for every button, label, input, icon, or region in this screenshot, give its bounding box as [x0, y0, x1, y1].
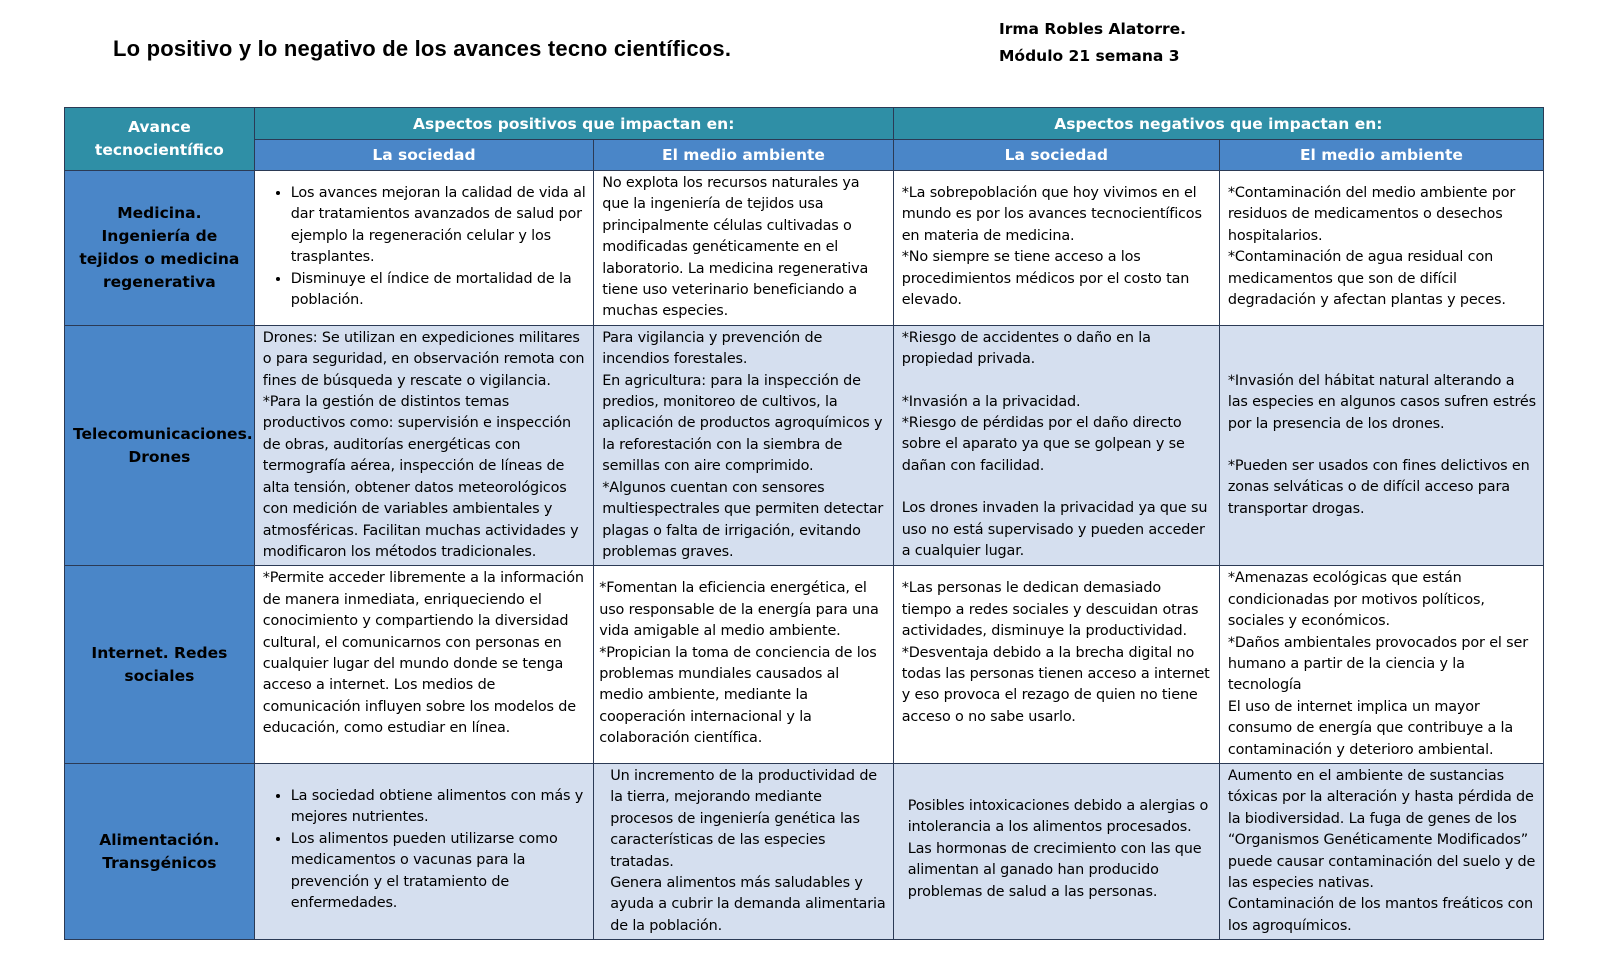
cell-text: El uso de internet implica un mayor consumo de energía que contribuye a la contaminación y deterioro ambiental. — [1227, 698, 1514, 758]
cell-text: Drones: Se utilizan en expediciones militares o para seguridad, en observación remota con fines de búsqueda y rescate o vigilancia. — [262, 329, 585, 389]
cell-neg-society — [893, 171, 1219, 326]
sub-header-pos-environment: El medio ambiente — [594, 140, 893, 171]
cell-neg-environment — [1219, 171, 1543, 326]
cell-text: *Permite acceder libremente a la información de manera inmediata, enriqueciendo el conocimiento y compartiendo la diversidad cultural, el comunicarnos con personas en cualquier lugar del mundo donde se tenga acceso a internet. Los medios de comunicación influyen sobre los modelos de educación, como estudiar en línea. — [262, 570, 584, 737]
cell-text: *Fomentan la eficiencia energética, el uso responsable de la energía para una vida amigable al medio ambiente. — [599, 580, 879, 640]
cell-text: *La sobrepoblación que hoy vivimos en el mundo es por los avances tecnocientíficos en materia de medicina. — [901, 185, 1202, 244]
list-item: • La sociedad obtiene alimentos con más y mejores nutrientes. — [291, 786, 587, 829]
cell-text: Los drones invaden la privacidad ya que su uso no está supervisado y pueden acceder a cualquier lugar. — [901, 500, 1208, 560]
cell-pos-environment — [594, 171, 893, 326]
cell-text: *Para la gestión de distintos temas productivos como: supervisión e inspección de obras, auditorías energéticas con termografía aérea, inspección de líneas de alta tensión, obtener datos meteorológicos con medición de variables ambientales y atmosféricas. Facilitan muchas actividades y modificaron los métodos tradicionales. — [262, 394, 579, 560]
cell-text: Posibles intoxicaciones debido a alergias o intolerancia a los alimentos procesados. — [907, 797, 1209, 836]
bullet-list — [263, 183, 587, 311]
cell-text: *Contaminación de agua residual con medicamentos que son de difícil degradación y afectan plantas y peces. — [1227, 249, 1506, 309]
table-row — [65, 171, 1544, 326]
cell-text: No explota los recursos naturales ya que la ingeniería de tejidos usa principalmente células cultivadas o modificadas genéticamente en el laboratorio. La medicina regenerativa tiene uso veterinario beneficiando a muchas especies. — [602, 175, 869, 320]
cell-text: *No siempre se tiene acceso a los procedimientos médicos por el costo tan elevado. — [901, 249, 1190, 309]
row-label: Medicina. Ingeniería de tejidos o medicina regenerativa — [65, 171, 255, 326]
negative-header: Aspectos negativos que impactan en: — [893, 108, 1543, 140]
cell-text: *Invasión del hábitat natural alterando a las especies en algunos casos sufren estrés por la presencia de los drones. — [1227, 372, 1536, 432]
row-label: Alimentación. Transgénicos — [65, 763, 255, 939]
cell-pos-environment — [594, 763, 893, 939]
cell-pos-society — [254, 763, 593, 939]
module-label: Módulo 21 semana 3 — [999, 47, 1180, 65]
spacer — [1228, 435, 1537, 456]
list-item: • Disminuye el índice de mortalidad de la población. — [291, 269, 587, 312]
cell-neg-society — [893, 566, 1219, 764]
table-row — [65, 763, 1544, 939]
cell-text: Un incremento de la productividad de la tierra, mejorando mediante procesos de ingeniería genética las características de las especies tratadas. — [610, 767, 878, 870]
cell-pos-environment — [594, 566, 893, 764]
cell-text: *Las personas le dedican demasiado tiempo a redes sociales y descuidan otras actividades, disminuye la productividad. — [901, 580, 1199, 640]
cell-pos-society — [254, 171, 593, 326]
cell-neg-society — [893, 325, 1219, 565]
cell-text: *Pueden ser usados con fines delictivos en zonas selváticas o de difícil acceso para transportar drogas. — [1227, 458, 1530, 517]
cell-pos-society — [254, 325, 593, 565]
row-label: Telecomunicaciones. Drones — [65, 325, 255, 565]
list-item: • Los avances mejoran la calidad de vida al dar tratamientos avanzados de salud por ejemplo la regeneración celular y los trasplantes. — [291, 183, 587, 269]
table-row — [65, 325, 1544, 565]
cell-text: Aumento en el ambiente de sustancias tóxicas por la alteración y hasta pérdida de la biodiversidad. La fuga de genes de los “Organismos Genéticamente Modificados” puede causar contaminación del suelo y de las especies nativas. — [1227, 767, 1536, 891]
cell-text: *Desventaja debido a la brecha digital no todas las personas tienen acceso a internet y eso provoca el rezago de quien no tiene acceso o no sabe usarlo. — [901, 644, 1210, 725]
sub-header-neg-environment: El medio ambiente — [1219, 140, 1543, 171]
cell-text: *Riesgo de accidentes o daño en la propiedad privada. — [901, 329, 1151, 368]
cell-pos-society — [254, 566, 593, 764]
header-row-2 — [65, 140, 1544, 171]
cell-text: *Invasión a la privacidad. — [901, 393, 1081, 410]
cell-text: *Algunos cuentan con sensores multiespectrales que permiten detectar plagas o falta de irrigación, evitando problemas graves. — [602, 479, 884, 560]
header-row-1 — [65, 108, 1544, 140]
cell-text: *Daños ambientales provocados por el ser humano a partir de la ciencia y la tecnología — [1227, 634, 1529, 694]
row-label: Internet. Redes sociales — [65, 566, 255, 764]
bullet-list — [263, 786, 587, 914]
cell-text: *Amenazas ecológicas que están condicionadas por motivos políticos, sociales y económicos. — [1227, 570, 1485, 630]
cell-pos-environment — [594, 325, 893, 565]
corner-header: Avance tecnocientífico — [65, 108, 255, 171]
cell-neg-environment — [1219, 566, 1543, 764]
sub-header-pos-society: La sociedad — [254, 140, 593, 171]
page-title: Lo positivo y lo negativo de los avances tecno científicos. — [113, 36, 732, 61]
cell-neg-environment — [1219, 325, 1543, 565]
sub-header-neg-society: La sociedad — [893, 140, 1219, 171]
spacer — [902, 477, 1213, 498]
positive-header: Aspectos positivos que impactan en: — [254, 108, 893, 140]
cell-text: Contaminación de los mantos freáticos con los agroquímicos. — [1227, 896, 1534, 934]
author-name: Irma Robles Alatorre. — [999, 20, 1187, 38]
cell-text: *Propician la toma de conciencia de los problemas mundiales causados al medio ambiente, mediante la cooperación internacional y la colaboración científica. — [599, 644, 877, 747]
cell-text: En agricultura: para la inspección de predios, monitoreo de cultivos, la aplicación de productos agroquímicos y la reforestación con la siembra de semillas con aire comprimido. — [602, 372, 883, 475]
list-item: • Los alimentos pueden utilizarse como medicamentos o vacunas para la prevención y el tratamiento de enfermedades. — [291, 829, 587, 915]
cell-text: Genera alimentos más saludables y ayuda a cubrir la demanda alimentaria de la población. — [610, 875, 886, 934]
author-block — [999, 16, 1186, 70]
table-row — [65, 566, 1544, 764]
cell-neg-society — [893, 763, 1219, 939]
cell-text: *Riesgo de pérdidas por el daño directo sobre el aparato ya que se golpean y se dañan con facilidad. — [901, 415, 1185, 474]
comparison-table — [64, 107, 1544, 940]
cell-text: Las hormonas de crecimiento con las que alimentan al ganado han producido problemas de salud a las personas. — [907, 840, 1202, 900]
cell-text: *Contaminación del medio ambiente por residuos de medicamentos o desechos hospitalarios. — [1227, 185, 1516, 244]
spacer — [902, 371, 1213, 392]
cell-neg-environment — [1219, 763, 1543, 939]
cell-text: Para vigilancia y prevención de incendios forestales. — [602, 329, 823, 368]
